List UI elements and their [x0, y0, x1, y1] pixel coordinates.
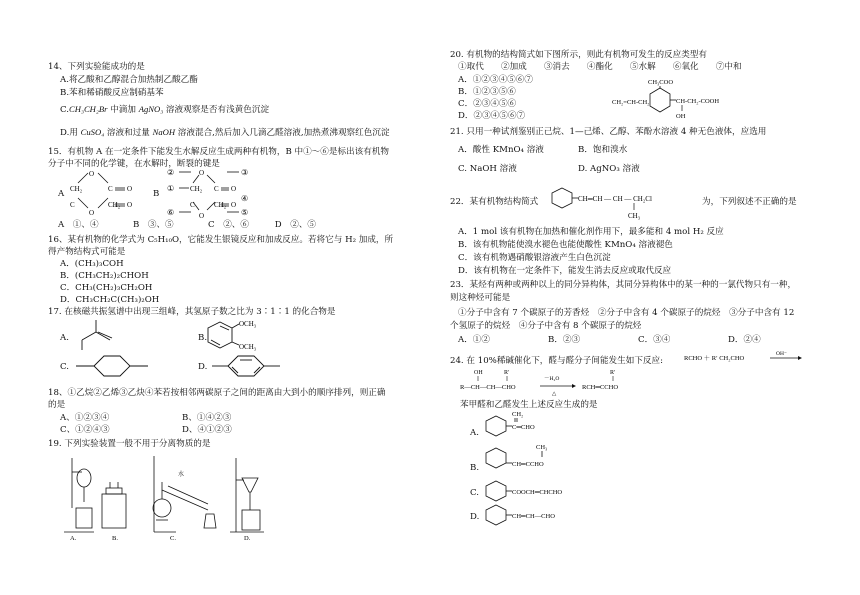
- q14-stem: 14、下列实验能成功的是: [48, 62, 145, 72]
- q19-apparatus-a: [64, 458, 94, 532]
- q16-option-b: B．(CH₃CH₂)₂CHOH: [60, 271, 149, 281]
- q18-stem-line2: 的是: [48, 400, 66, 410]
- q22-option-b: B．该有机物能使溴水褪色也能使酸性 KMnO₄ 溶液褪色: [458, 240, 673, 250]
- q20-option-d: D．②③④⑤⑥⑦: [458, 111, 526, 121]
- q24-structure-b: [484, 442, 604, 474]
- q23-items-line1: ①分子中含有 7 个碳原子的芳香烃 ②分子中含有 4 个碳原子的烷烃 ③分子中含有 12: [458, 308, 795, 318]
- q17-option-c: C.: [60, 362, 70, 372]
- q14-c-formula-1: CH₃CH₂Br: [69, 104, 108, 114]
- q20-acetoxy-group: CH₃COO: [648, 79, 674, 86]
- q24-a-methylene: CH₂: [512, 411, 524, 418]
- q24-eq-condition: －H₂O: [544, 376, 560, 382]
- q24-structure-c: [484, 480, 624, 502]
- q15-a-ch2-right: CH₂: [108, 201, 121, 209]
- q15-label-a: A: [58, 189, 65, 199]
- q24-eq-heat: △: [552, 391, 557, 397]
- q15-options: A ①、④ B ③、⑤ C ②、⑥ D ②、⑤: [58, 220, 317, 230]
- q16-option-d: D．CH₃CH₂C(CH₃)₂OH: [60, 295, 160, 305]
- q15-b-bond-6: ⑥: [167, 208, 175, 217]
- q15-a-oxo-bottom: O: [127, 201, 133, 209]
- q20-structure: [612, 76, 752, 120]
- q24-eq-r-prime-2: R′: [610, 370, 616, 376]
- q19-apparatus-c: [153, 456, 216, 532]
- q18-option-a: A、①②③④: [60, 413, 110, 423]
- q16-stem-line1: 16、某有机物的化学式为 C₅H₁₀O，它能发生银镜反应和加成反应。若将它与 H₂ 加成，所: [48, 235, 394, 245]
- q24-d-formula: CH═CH—CHO: [512, 513, 555, 520]
- q24-reaction-equation: [460, 366, 660, 400]
- right-column: [430, 0, 860, 595]
- q17-option-b: B.: [198, 333, 208, 343]
- q20-stem: 20. 有机物的结构简式如下图所示，则此有机物可发生的反应类型有: [450, 50, 708, 60]
- q15-b-oxygen-bottom: O: [199, 212, 205, 220]
- q15-structure-b: [163, 168, 263, 220]
- q22-option-d: D．该有机物在一定条件下，能发生消去反应或取代反应: [458, 266, 672, 276]
- q16-option-c: C．CH₃(CH₂)₃CH₂OH: [60, 283, 153, 293]
- q23-option-a: A．①②: [458, 335, 490, 345]
- q17-structure-b: [206, 314, 262, 356]
- q17-structure-a: [76, 318, 116, 352]
- q24-eq-r-prime: R′: [504, 370, 510, 376]
- q24-eq-hydroxyl: OH: [474, 370, 483, 376]
- q19-label-d: D.: [244, 535, 251, 542]
- q24-b-formula: CH═CCHO: [512, 461, 544, 468]
- q15-b-bond-5: ⑤: [241, 208, 249, 217]
- q15-b-ch2: CH₂: [190, 185, 203, 193]
- q14-c-formula-2: AgNO₃: [138, 104, 164, 114]
- q15-a-c-right: C: [108, 185, 113, 193]
- q24-eq-product: RCH═CCHO: [582, 384, 619, 391]
- q14-option-b: B.苯和稀硝酸反应制硝基苯: [60, 88, 164, 98]
- q19-apparatus-figure: [58, 452, 268, 542]
- q18-stem-line1: 18、①乙烷②乙烯③乙炔④苯若按相邻两碳原子之间的距离由大到小的顺序排列，则正确: [48, 388, 386, 398]
- q15-structure-a: [68, 168, 138, 216]
- q15-a-oxo-top: O: [127, 185, 133, 193]
- q22-structure: [550, 184, 690, 220]
- q22-stem-prefix: 22．某有机物结构简式: [450, 197, 539, 207]
- q24-structure-a: [484, 410, 594, 440]
- q14-option-d: [60, 127, 390, 139]
- q15-b-c: C: [214, 185, 219, 193]
- q24-question-tail: 苯甲醛和乙醛发生上述反应生成的是: [460, 400, 598, 410]
- q15-a-c-left: C: [70, 201, 75, 209]
- q21-option-c: C. NaOH 溶液: [458, 164, 517, 174]
- q14-c-prefix: C.: [60, 105, 70, 115]
- q24-option-c: C.: [470, 488, 480, 498]
- q22-option-c: C．该有机物遇硝酸银溶液产生白色沉淀: [458, 253, 611, 263]
- q18-option-b: B、①④②③: [182, 413, 232, 423]
- q23-option-c: C．③④: [638, 335, 671, 345]
- q17-b-methoxy-2: OCH₃: [239, 343, 257, 351]
- q23-stem-line2: 则这种烃可能是: [450, 293, 511, 303]
- q20-option-b: B．①②③⑤⑥: [458, 87, 516, 97]
- q24-option-d: D.: [470, 512, 480, 522]
- q19-c-water-label: 水: [178, 472, 185, 478]
- q20-hydroxyl: OH: [676, 113, 686, 120]
- q19-label-c: C.: [170, 535, 176, 542]
- q24-a-formula: C═CHO: [512, 424, 535, 431]
- q23-option-d: D．②④: [728, 335, 761, 345]
- q20-reaction-types: ①取代 ②加成 ③消去 ④酯化 ⑤水解 ⑥氧化 ⑦中和: [458, 62, 742, 72]
- q14-option-c: [60, 104, 269, 116]
- q15-a-oxygen-bottom: O: [89, 209, 95, 216]
- q17-option-a: A.: [60, 333, 69, 343]
- q16-stem-line2: 得产物结构式可能是: [48, 247, 126, 257]
- q24-option-b: B.: [470, 463, 480, 473]
- q23-stem-line1: 23．某烃有两种或两种以上的同分异构体，其同分异构体中的某一种的一氯代物只有一种，: [450, 280, 797, 290]
- q24-reaction-equation-top: [684, 348, 804, 366]
- q21-option-a: A．酸性 KMnO₄ 溶液: [458, 145, 544, 155]
- q17-stem: 17. 在核磁共振氢谱中出现三组峰，其氢原子数之比为 3∶1∶1 的化合物是: [48, 307, 336, 317]
- q23-items-line2: 个氢原子的烷烃 ④分子中含有 8 个碳原子的烷烃: [450, 321, 642, 331]
- q24-reactants: RCHO ＋ R′ CH₂CHO: [684, 355, 745, 362]
- q14-option-a: A.将乙酸和乙醇混合加热制乙酸乙酯: [60, 75, 198, 85]
- q24-c-formula: COOCH═CHCHO: [512, 489, 563, 496]
- q23-option-b: B．②③: [548, 335, 581, 345]
- q19-apparatus-b: [102, 482, 126, 528]
- q14-c-suffix: 溶液观察是否有浅黄色沉淀: [163, 105, 270, 115]
- q18-option-c: C、①②④③: [60, 425, 110, 435]
- q21-option-b: B．饱和溴水: [578, 145, 628, 155]
- q17-structure-c: [74, 352, 158, 380]
- q15-b-oxygen-top: O: [199, 169, 205, 177]
- q14-c-mid: 中滴加: [107, 105, 139, 115]
- q16-option-a: A．(CH₃)₃COH: [60, 259, 124, 269]
- q22-chain: CH═CH — CH — CH₂Cl: [578, 195, 652, 203]
- q15-b-bond-3: ③: [241, 168, 249, 177]
- q21-stem: 21. 只用一种试剂鉴别正己烷、1—己烯、乙醇、苯酚水溶液 4 种无色液体，应选用: [450, 127, 767, 137]
- q15-a-ch2-left: CH₂: [70, 185, 83, 193]
- q17-structure-d: [210, 352, 290, 380]
- q14-d-mid: 溶液和过量: [104, 128, 153, 138]
- q22-methyl: CH₃: [628, 212, 641, 220]
- q22-stem-suffix: 为，下列叙述不正确的是: [702, 197, 797, 207]
- q21-option-d: D. AgNO₃ 溶液: [578, 164, 640, 174]
- q15-stem-line1: 15．有机物 A 在一定条件下能发生水解反应生成两种有机物，B 中①～⑥是标出该有机物: [48, 147, 390, 157]
- q15-b-bond-1: ①: [167, 184, 175, 193]
- q15-b-bond-2: ②: [167, 168, 175, 177]
- q19-apparatus-d: [230, 458, 264, 532]
- q15-a-oxygen-top: O: [89, 170, 95, 178]
- q14-d-formula-2: NaOH: [152, 127, 176, 137]
- q24-b-methyl: CH₃: [536, 444, 548, 451]
- q14-d-suffix: 溶液混合,然后加入几滴乙醛溶液,加热煮沸观察红色沉淀: [175, 128, 390, 138]
- q24-eq-aldol: R—CH—CH—CHO: [460, 384, 516, 391]
- q19-stem: 19. 下列实验装置一般不用于分离物质的是: [48, 439, 211, 449]
- q14-d-formula-1: CuSO₄: [80, 127, 105, 137]
- q24-structure-d: [484, 504, 614, 526]
- q20-chain-right: CH-CH₂-COOH: [676, 98, 720, 105]
- q20-allyl-group: CH₂=CH-CH₂: [612, 99, 650, 106]
- q20-option-c: C．②③④⑤⑥: [458, 99, 517, 109]
- q15-b-ch2-lower: CH₂: [214, 201, 227, 209]
- q19-label-b: B.: [112, 535, 118, 542]
- q15-b-c-lower: C: [190, 201, 195, 209]
- q17-option-d: D.: [198, 362, 208, 372]
- q15-b-oxo-bottom: O: [231, 201, 237, 209]
- q18-option-d: D、④①②③: [182, 425, 232, 435]
- q19-label-a: A.: [70, 535, 77, 542]
- q24-stem: 24. 在 10%稀碱催化下，醛与醛分子间能发生如下反应:: [450, 356, 664, 366]
- q15-b-bond-4: ④: [241, 194, 249, 203]
- q24-option-a: A.: [470, 428, 479, 438]
- q15-label-b: B: [153, 189, 160, 199]
- q20-option-a: A．①②③④⑤⑥⑦: [458, 75, 533, 85]
- q22-option-a: A．1 mol 该有机物在加热和催化剂作用下，最多能和 4 mol H₂ 反应: [458, 227, 724, 237]
- q15-b-oxo-top: O: [231, 185, 237, 193]
- q15-stem-line2: 分子中不同的化学键，在水解时，断裂的键是: [48, 159, 220, 169]
- q24-catalyst: OH⁻: [776, 351, 787, 357]
- q17-b-methoxy-1: OCH₃: [239, 320, 257, 328]
- q14-d-prefix: D.用: [60, 128, 81, 138]
